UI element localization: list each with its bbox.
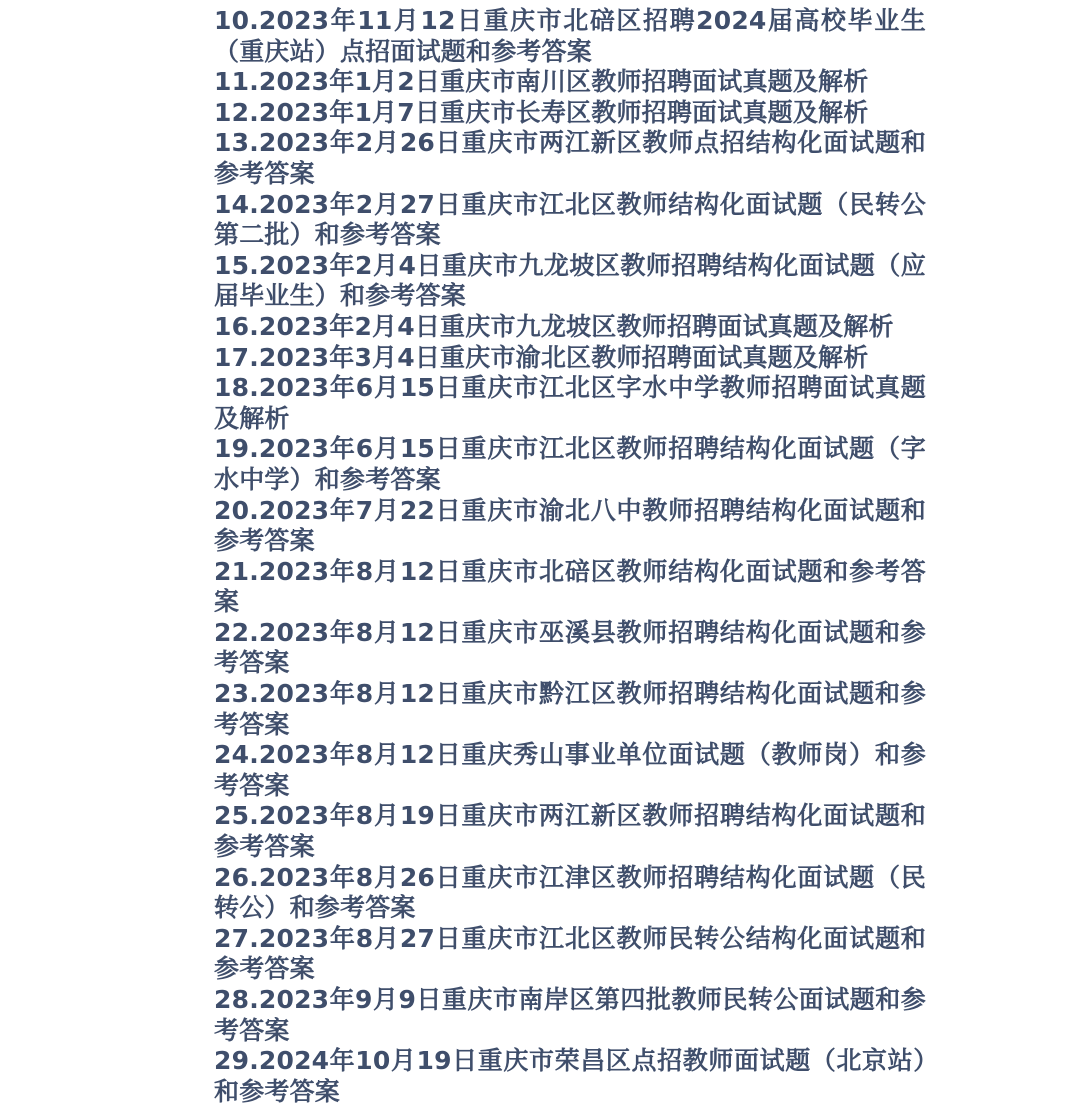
list-item: 20.2023年7月22日重庆市渝北八中教师招聘结构化面试题和参考答案 xyxy=(214,495,926,556)
list-item: 14.2023年2月27日重庆市江北区教师结构化面试题（民转公第二批）和参考答案 xyxy=(214,189,926,250)
list-item: 22.2023年8月12日重庆市巫溪县教师招聘结构化面试题和参考答案 xyxy=(214,617,926,678)
list-item: 29.2024年10月19日重庆市荣昌区点招教师面试题（北京站）和参考答案 xyxy=(214,1046,926,1106)
list-item: 26.2023年8月26日重庆市江津区教师招聘结构化面试题（民转公）和参考答案 xyxy=(214,862,926,923)
list-item: 28.2023年9月9日重庆市南岸区第四批教师民转公面试题和参考答案 xyxy=(214,985,926,1045)
list-item: 27.2023年8月27日重庆市江北区教师民转公结构化面试题和参考答案 xyxy=(214,923,926,984)
list-item: 10.2023年11月12日重庆市北碚区招聘2024届高校毕业生（重庆站）点招面试题和参考答案 xyxy=(214,6,926,66)
list-item: 23.2023年8月12日重庆市黔江区教师招聘结构化面试题和参考答案 xyxy=(214,679,926,739)
list-item: 18.2023年6月15日重庆市江北区字水中学教师招聘面试真题及解析 xyxy=(214,373,926,433)
list-item: 11.2023年1月2日重庆市南川区教师招聘面试真题及解析 xyxy=(214,67,869,97)
list-item: 15.2023年2月4日重庆市九龙坡区教师招聘结构化面试题（应届毕业生）和参考答案 xyxy=(214,250,926,311)
list-item: 12.2023年1月7日重庆市长寿区教师招聘面试真题及解析 xyxy=(214,97,869,127)
list-item: 21.2023年8月12日重庆市北碚区教师结构化面试题和参考答案 xyxy=(214,556,926,617)
list-item: 25.2023年8月19日重庆市两江新区教师招聘结构化面试题和参考答案 xyxy=(214,801,926,862)
question-list xyxy=(214,6,926,1107)
list-item: 24.2023年8月12日重庆秀山事业单位面试题（教师岗）和参考答案 xyxy=(214,740,926,800)
list-item: 19.2023年6月15日重庆市江北区教师招聘结构化面试题（字水中学）和参考答案 xyxy=(214,434,926,494)
list-item: 17.2023年3月4日重庆市渝北区教师招聘面试真题及解析 xyxy=(214,342,869,372)
list-item: 16.2023年2月4日重庆市九龙坡区教师招聘面试真题及解析 xyxy=(214,311,894,341)
list-item: 13.2023年2月26日重庆市两江新区教师点招结构化面试题和参考答案 xyxy=(214,128,926,188)
